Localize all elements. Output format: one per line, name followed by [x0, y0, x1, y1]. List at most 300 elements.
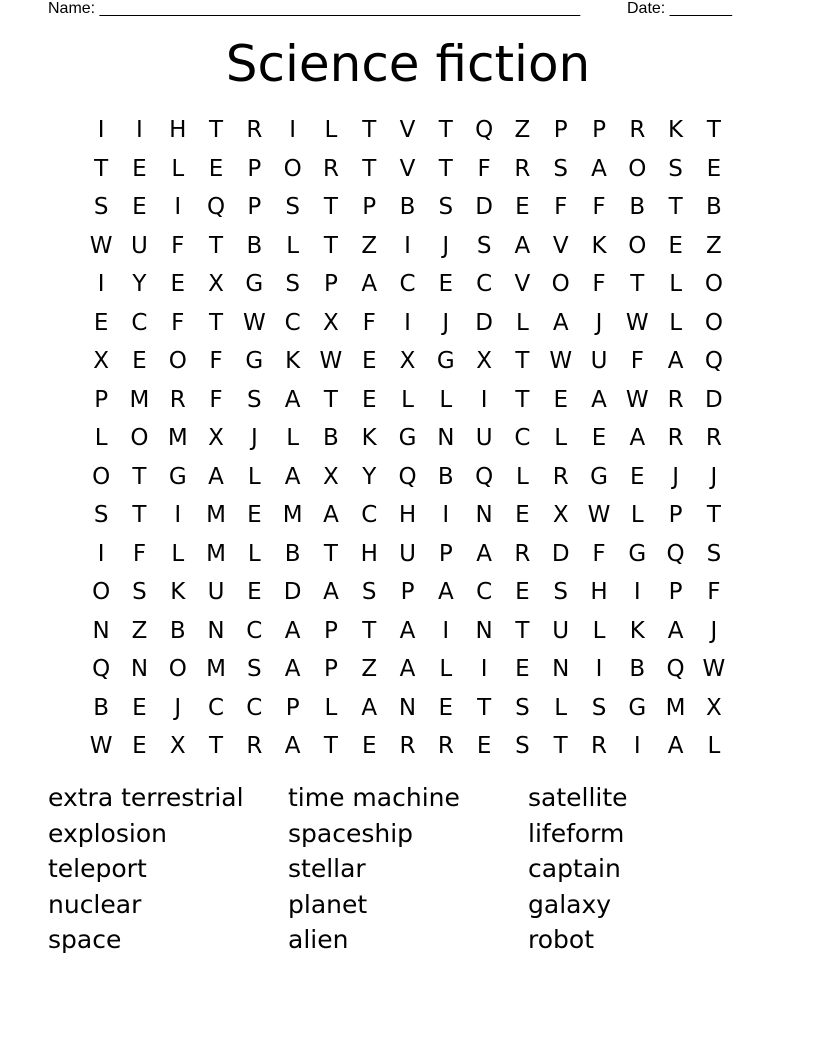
word-list-item: captain [528, 854, 621, 884]
grid-cell: S [247, 656, 262, 682]
grid-cell: A [323, 502, 339, 528]
grid-cell: L [247, 463, 261, 490]
grid-cell: X [706, 694, 722, 721]
grid-cell: T [438, 155, 453, 182]
grid-cell: A [437, 579, 454, 605]
word-list-item: nuclear [48, 889, 142, 919]
grid-cell: A [323, 579, 339, 605]
grid-cell: E [132, 348, 147, 374]
grid-cell: E [361, 386, 377, 413]
grid-cell: F [209, 348, 223, 374]
grid-cell: G [245, 348, 264, 374]
grid-cell: L [516, 309, 529, 336]
grid-cell: R [591, 733, 607, 759]
grid-cell: C [246, 617, 263, 644]
grid-cell: R [667, 386, 684, 413]
grid-cell: A [552, 309, 569, 336]
word-list-item: alien [288, 925, 349, 955]
grid-cell: R [705, 425, 722, 451]
grid-cell: E [132, 733, 147, 759]
grid-cell: L [630, 502, 644, 528]
grid-cell: E [208, 155, 224, 182]
grid-cell: I [442, 617, 450, 644]
grid-cell: F [592, 540, 606, 567]
grid-cell: M [282, 502, 303, 528]
grid-cell: R [399, 733, 416, 759]
grid-cell: A [284, 656, 301, 682]
grid-cell: U [475, 425, 493, 451]
grid-cell: L [439, 656, 453, 682]
grid-cell: C [476, 579, 493, 605]
word-list-item: explosion [48, 818, 167, 848]
date-field-label: Date: _______ [627, 0, 732, 17]
grid-cell: Q [92, 656, 111, 682]
grid-cell: N [92, 617, 110, 644]
grid-cell: E [361, 733, 377, 759]
grid-cell: T [706, 117, 721, 143]
grid-cell: W [702, 656, 726, 682]
grid-cell: R [169, 386, 186, 413]
grid-cell: Q [666, 540, 685, 567]
grid-cell: H [169, 117, 187, 143]
grid-cell: N [475, 502, 493, 528]
grid-cell: L [286, 425, 300, 451]
grid-cell: L [324, 694, 338, 721]
grid-cell: S [361, 579, 377, 605]
grid-cell: W [625, 386, 649, 413]
grid-cell: P [553, 117, 568, 143]
grid-cell: L [669, 271, 683, 297]
grid-cell: F [630, 348, 644, 374]
grid-cell: Q [475, 463, 494, 490]
word-list-item: lifeform [528, 818, 625, 848]
grid-cell: Z [361, 232, 378, 259]
grid-cell: F [132, 540, 147, 567]
grid-cell: M [206, 656, 226, 682]
grid-cell: I [174, 502, 182, 528]
grid-cell: X [476, 348, 492, 374]
grid-row [82, 111, 733, 150]
grid-cell: X [208, 425, 224, 451]
word-list-item: extra terrestrial [48, 783, 244, 812]
grid-cell: O [628, 155, 647, 182]
word-list [48, 780, 788, 958]
word-list-item: galaxy [528, 889, 612, 919]
grid-cell: A [284, 733, 301, 759]
grid-cell: J [710, 617, 718, 644]
grid-cell: A [361, 694, 378, 721]
grid-row [82, 304, 733, 343]
grid-cell: J [442, 309, 450, 336]
grid-cell: E [515, 502, 530, 528]
grid-cell: I [442, 502, 450, 528]
grid-cell: E [132, 194, 147, 220]
grid-cell: S [706, 540, 722, 567]
grid-cell: P [247, 155, 262, 182]
grid-cell: O [92, 579, 111, 605]
grid-cell: T [209, 309, 224, 336]
grid-cell: T [515, 348, 530, 374]
grid-cell: I [97, 271, 105, 297]
grid-cell: O [168, 348, 187, 374]
grid-cell: K [361, 425, 377, 451]
grid-cell: N [437, 425, 455, 451]
grid-cell: T [323, 386, 338, 413]
grid-cell: C [284, 309, 301, 336]
name-field-label: Name: ______________________________________________________ [48, 0, 581, 17]
grid-cell: T [323, 194, 338, 220]
grid-cell: M [167, 425, 188, 451]
grid-cell: M [206, 502, 226, 528]
letter-grid [82, 111, 733, 766]
grid-cell: P [323, 271, 338, 297]
grid-cell: N [207, 617, 225, 644]
grid-cell: Z [361, 656, 378, 682]
grid-cell: Q [398, 463, 417, 490]
grid-cell: G [628, 540, 647, 567]
grid-cell: L [516, 463, 529, 490]
grid-cell: L [554, 694, 568, 721]
grid-cell: A [667, 733, 684, 759]
grid-cell: B [629, 656, 646, 682]
grid-cell: S [553, 579, 569, 605]
grid-row [82, 650, 733, 689]
word-list-item: teleport [48, 854, 147, 884]
grid-cell: Z [131, 617, 148, 644]
grid-cell: C [131, 309, 148, 336]
grid-cell: B [284, 540, 301, 567]
grid-cell: E [706, 155, 722, 182]
grid-row [82, 188, 733, 227]
grid-cell: E [93, 309, 109, 336]
grid-cell: F [477, 155, 491, 182]
grid-row [82, 227, 733, 266]
grid-row [82, 612, 733, 651]
grid-cell: Z [514, 117, 531, 143]
grid-cell: U [131, 232, 148, 259]
grid-cell: F [554, 194, 568, 220]
grid-cell: M [665, 694, 686, 721]
grid-cell: W [549, 348, 573, 374]
grid-cell: O [704, 271, 723, 297]
grid-cell: T [362, 155, 377, 182]
grid-cell: P [362, 194, 377, 220]
grid-cell: T [668, 194, 683, 220]
grid-cell: T [706, 502, 721, 528]
grid-cell: I [97, 540, 105, 567]
grid-cell: N [398, 694, 417, 721]
grid-row [82, 689, 733, 728]
grid-cell: L [401, 386, 414, 413]
grid-cell: R [514, 540, 531, 567]
grid-cell: I [404, 232, 411, 259]
grid-cell: D [283, 579, 302, 605]
page-title: Science fiction [225, 35, 591, 93]
grid-cell: T [209, 733, 224, 759]
grid-cell: L [707, 733, 721, 759]
grid-cell: A [667, 617, 684, 644]
grid-cell: K [170, 579, 186, 605]
grid-cell: J [595, 309, 603, 336]
grid-cell: Q [475, 117, 494, 143]
grid-cell: D [475, 194, 493, 220]
grid-cell: R [552, 463, 569, 490]
word-list-item: robot [528, 925, 594, 955]
grid-cell: X [208, 271, 224, 297]
grid-cell: S [285, 271, 300, 297]
grid-cell: B [323, 425, 339, 451]
grid-cell: B [93, 694, 110, 721]
grid-cell: A [476, 540, 492, 567]
grid-row [82, 535, 733, 574]
grid-cell: J [710, 463, 718, 490]
grid-cell: S [438, 194, 454, 220]
grid-cell: E [630, 463, 645, 490]
grid-cell: I [633, 733, 641, 759]
grid-cell: F [707, 579, 721, 605]
grid-cell: S [476, 232, 492, 259]
grid-cell: K [285, 348, 301, 374]
grid-cell: I [136, 117, 143, 143]
grid-cell: T [94, 155, 109, 182]
grid-cell: I [480, 386, 488, 413]
grid-cell: T [630, 271, 645, 297]
grid-cell: U [590, 348, 608, 374]
grid-cell: E [515, 579, 530, 605]
grid-cell: Q [206, 194, 226, 220]
grid-cell: W [89, 733, 113, 759]
grid-cell: B [629, 194, 646, 220]
word-list-item: time machine [288, 783, 460, 812]
grid-cell: S [553, 155, 569, 182]
grid-cell: T [362, 117, 377, 143]
grid-cell: L [247, 540, 261, 567]
grid-cell: Z [706, 232, 722, 259]
grid-cell: T [132, 463, 147, 490]
grid-cell: W [242, 309, 266, 336]
grid-cell: W [319, 348, 343, 374]
grid-cell: B [399, 194, 416, 220]
grid-cell: L [94, 425, 108, 451]
grid-cell: B [706, 194, 722, 220]
grid-cell: A [284, 386, 301, 413]
grid-cell: F [362, 309, 376, 336]
grid-cell: P [323, 656, 338, 682]
word-list-item: satellite [528, 783, 628, 812]
grid-cell: I [174, 194, 182, 220]
grid-cell: P [323, 617, 338, 644]
grid-cell: B [437, 463, 454, 490]
grid-cell: T [132, 502, 147, 528]
grid-row [82, 419, 733, 458]
grid-cell: L [171, 540, 185, 567]
grid-cell: E [553, 386, 568, 413]
grid-cell: Q [704, 348, 723, 374]
grid-cell: F [592, 271, 606, 297]
grid-cell: R [629, 117, 646, 143]
grid-cell: X [169, 733, 186, 759]
grid-cell: T [362, 617, 377, 644]
grid-cell: X [552, 502, 569, 528]
grid-row [82, 496, 733, 535]
grid-cell: W [89, 232, 113, 259]
grid-cell: Q [666, 656, 685, 682]
grid-row [82, 150, 733, 189]
grid-cell: V [399, 155, 416, 182]
grid-cell: E [132, 155, 147, 182]
grid-cell: G [398, 425, 417, 451]
grid-cell: S [285, 194, 300, 220]
grid-cell: F [209, 386, 223, 413]
grid-row [82, 265, 733, 304]
grid-cell: E [476, 733, 492, 759]
grid-cell: X [399, 348, 416, 374]
grid-cell: E [170, 271, 186, 297]
grid-cell: G [436, 348, 455, 374]
grid-cell: I [404, 309, 411, 336]
grid-cell: U [552, 617, 570, 644]
grid-cell: Y [132, 271, 147, 297]
grid-cell: X [93, 348, 110, 374]
grid-cell: L [554, 425, 568, 451]
grid-cell: A [591, 386, 607, 413]
grid-cell: G [245, 271, 264, 297]
grid-cell: T [209, 117, 224, 143]
grid-cell: R [322, 155, 339, 182]
grid-cell: L [439, 386, 453, 413]
grid-cell: T [323, 232, 338, 259]
grid-cell: A [399, 656, 416, 682]
grid-cell: H [590, 579, 608, 605]
word-list-item: stellar [288, 854, 366, 884]
grid-cell: T [553, 733, 568, 759]
grid-cell: W [625, 309, 649, 336]
grid-cell: H [360, 540, 378, 567]
grid-cell: S [515, 733, 530, 759]
grid-cell: I [595, 656, 603, 682]
grid-cell: O [168, 656, 187, 682]
grid-cell: W [587, 502, 611, 528]
grid-cell: E [438, 694, 454, 721]
grid-row [82, 573, 733, 612]
grid-cell: C [246, 694, 263, 721]
grid-cell: E [247, 579, 262, 605]
grid-cell: C [476, 271, 493, 297]
grid-cell: P [592, 117, 606, 143]
grid-cell: O [551, 271, 570, 297]
grid-cell: E [361, 348, 377, 374]
grid-cell: G [628, 694, 647, 721]
grid-cell: S [93, 502, 109, 528]
grid-cell: J [442, 232, 450, 259]
grid-cell: N [130, 656, 149, 682]
word-list-item: planet [288, 889, 368, 919]
grid-cell: E [515, 194, 530, 220]
grid-cell: X [323, 463, 339, 490]
grid-cell: J [174, 694, 182, 721]
grid-cell: F [171, 309, 185, 336]
grid-cell: A [591, 155, 607, 182]
grid-cell: V [514, 271, 531, 297]
grid-cell: S [668, 155, 683, 182]
grid-cell: S [132, 579, 147, 605]
grid-cell: C [514, 425, 531, 451]
grid-cell: A [667, 348, 684, 374]
grid-cell: S [93, 194, 109, 220]
grid-cell: P [400, 579, 415, 605]
grid-cell: B [169, 617, 186, 644]
grid-cell: E [591, 425, 607, 451]
grid-cell: A [284, 463, 301, 490]
grid-cell: L [592, 617, 606, 644]
grid-cell: P [668, 579, 683, 605]
grid-cell: P [668, 502, 683, 528]
grid-cell: K [591, 232, 607, 259]
grid-cell: J [250, 425, 258, 451]
word-list-item: space [48, 925, 122, 955]
grid-cell: E [668, 232, 683, 259]
grid-cell: T [438, 117, 453, 143]
grid-cell: C [399, 271, 416, 297]
grid-row [82, 458, 733, 497]
grid-cell: T [515, 386, 530, 413]
grid-row [82, 342, 733, 381]
grid-cell: Y [362, 463, 377, 490]
grid-cell: G [168, 463, 187, 490]
grid-cell: P [438, 540, 453, 567]
grid-cell: H [398, 502, 417, 528]
grid-cell: T [323, 733, 338, 759]
grid-cell: J [672, 463, 679, 490]
grid-cell: I [97, 117, 105, 143]
grid-cell: A [629, 425, 646, 451]
grid-cell: K [629, 617, 645, 644]
grid-cell: T [515, 617, 530, 644]
grid-cell: E [247, 502, 262, 528]
grid-cell: B [246, 232, 263, 259]
grid-cell: L [324, 117, 338, 143]
grid-cell: A [361, 271, 378, 297]
grid-cell: O [704, 309, 723, 336]
grid-cell: S [515, 694, 530, 721]
grid-cell: O [92, 463, 111, 490]
grid-cell: R [246, 117, 263, 143]
grid-cell: F [171, 232, 185, 259]
grid-cell: R [667, 425, 684, 451]
grid-cell: S [591, 694, 607, 721]
grid-cell: E [132, 694, 147, 721]
grid-cell: R [246, 733, 263, 759]
grid-cell: E [438, 271, 454, 297]
grid-cell: D [705, 386, 723, 413]
grid-cell: T [209, 232, 224, 259]
grid-cell: S [247, 386, 262, 413]
grid-cell: I [633, 579, 641, 605]
grid-cell: O [130, 425, 149, 451]
grid-cell: A [208, 463, 224, 490]
grid-cell: L [669, 309, 683, 336]
grid-cell: I [480, 656, 488, 682]
word-list-item: spaceship [288, 818, 414, 848]
grid-cell: N [552, 656, 570, 682]
grid-cell: T [477, 694, 492, 721]
grid-cell: N [475, 617, 493, 644]
grid-cell: I [289, 117, 297, 143]
grid-cell: M [129, 386, 150, 413]
grid-cell: T [323, 540, 338, 567]
grid-cell: L [286, 232, 300, 259]
grid-cell: A [284, 617, 301, 644]
